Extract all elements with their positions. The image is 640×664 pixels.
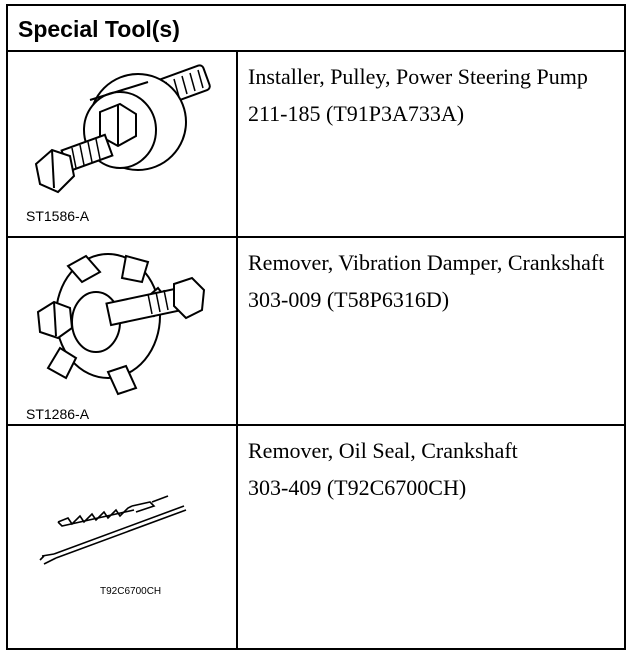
tool-description: Installer, Pulley, Power Steering Pump bbox=[248, 64, 588, 89]
tool-code: ST1586-A bbox=[26, 208, 90, 224]
tool-code: T92C6700CH bbox=[100, 586, 162, 597]
tool-number: 303-009 (T58P6316D) bbox=[248, 287, 450, 312]
tool-row bbox=[8, 52, 624, 238]
tool-row bbox=[8, 426, 624, 648]
tool-code: ST1286-A bbox=[26, 406, 90, 422]
seal-remover-icon bbox=[8, 426, 236, 648]
tool-row bbox=[8, 238, 624, 426]
tool-number: 303-409 (T92C6700CH) bbox=[248, 475, 467, 500]
tool-image-cell bbox=[8, 426, 238, 648]
tool-text-cell bbox=[238, 52, 624, 236]
tool-number: 211-185 (T91P3A733A) bbox=[248, 101, 465, 126]
tool-image-cell bbox=[8, 52, 238, 236]
tool-description: Remover, Oil Seal, Crankshaft bbox=[248, 438, 518, 463]
table-header: Special Tool(s) bbox=[8, 6, 624, 52]
special-tools-table bbox=[6, 4, 626, 650]
tool-text-cell bbox=[238, 238, 624, 424]
damper-remover-icon bbox=[8, 238, 236, 426]
tool-description: Remover, Vibration Damper, Crankshaft bbox=[248, 250, 605, 275]
tool-text-cell bbox=[238, 426, 624, 648]
tool-image-cell bbox=[8, 238, 238, 424]
